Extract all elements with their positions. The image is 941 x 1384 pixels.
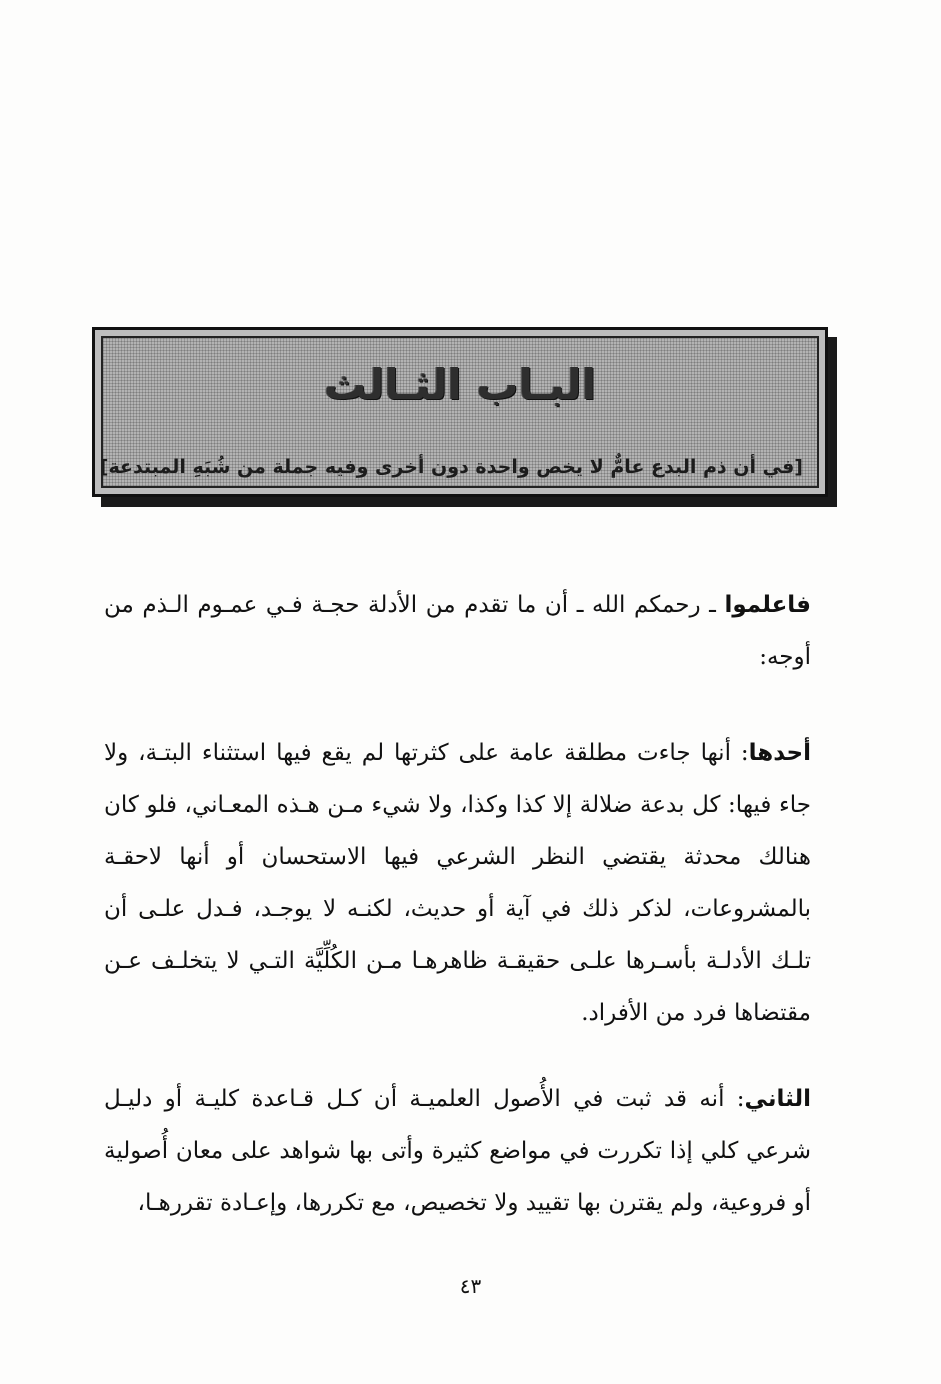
intro-lead-word: فاعلموا <box>724 592 811 618</box>
intro-paragraph <box>104 579 811 683</box>
chapter-title: البـاب الثـالث <box>324 360 596 409</box>
first-point-text: : أنها جاءت مطلقة عامة على كثرتها لم يقع فيها استثناء البتـة، ولا جاء فيها: كل بدعة ضلالة إلا كذا وكذا، ولا شيء مـن هـذه المعـاني، فلو كان هنالك محدثة يقتضي النظر الشرعي فيها الاستحسان أو أنها لاحقـة بالمشروعات، لذكر ذلك في آية أو حديث، لكنـه لا يوجـد، فـدل علـى أن تلـك الأدلـة بأسـرها علـى حقيقـة ظاهرهـا مـن الكُلِّيَّة التـي لا يتخلـف عـن مقتضاها فرد من الأفراد. <box>104 740 811 1026</box>
second-point-lead-word: الثاني <box>744 1086 811 1112</box>
chapter-header-pattern <box>101 336 819 488</box>
first-point-lead-word: أحدها <box>748 740 811 766</box>
intro-text: ـ رحمكم الله ـ أن ما تقدم من الأدلة حجـة فـي عمـوم الـذم من أوجه: <box>104 592 811 670</box>
page-number: ٤٣ <box>459 1274 482 1298</box>
chapter-subtitle: [في أن ذم البدع عامٌّ لا يخص واحدة دون أخرى وفيه جملة من شُبَهِ المبتدعة] <box>99 456 803 478</box>
first-point-paragraph <box>104 727 811 1039</box>
second-point-paragraph <box>104 1073 811 1229</box>
second-point-text: : أنه قد ثبت في الأُصول العلميـة أن كـل قـاعدة كليـة أو دليـل شرعي كلي إذا تكررت في مواضع كثيرة وأتى بها شواهد على معان أُصولية أو فروعية، ولم يقترن بها تقييد ولا تخصيص، مع تكررها، وإعـادة تقررهـا، <box>104 1086 811 1216</box>
chapter-header-box <box>92 327 828 497</box>
